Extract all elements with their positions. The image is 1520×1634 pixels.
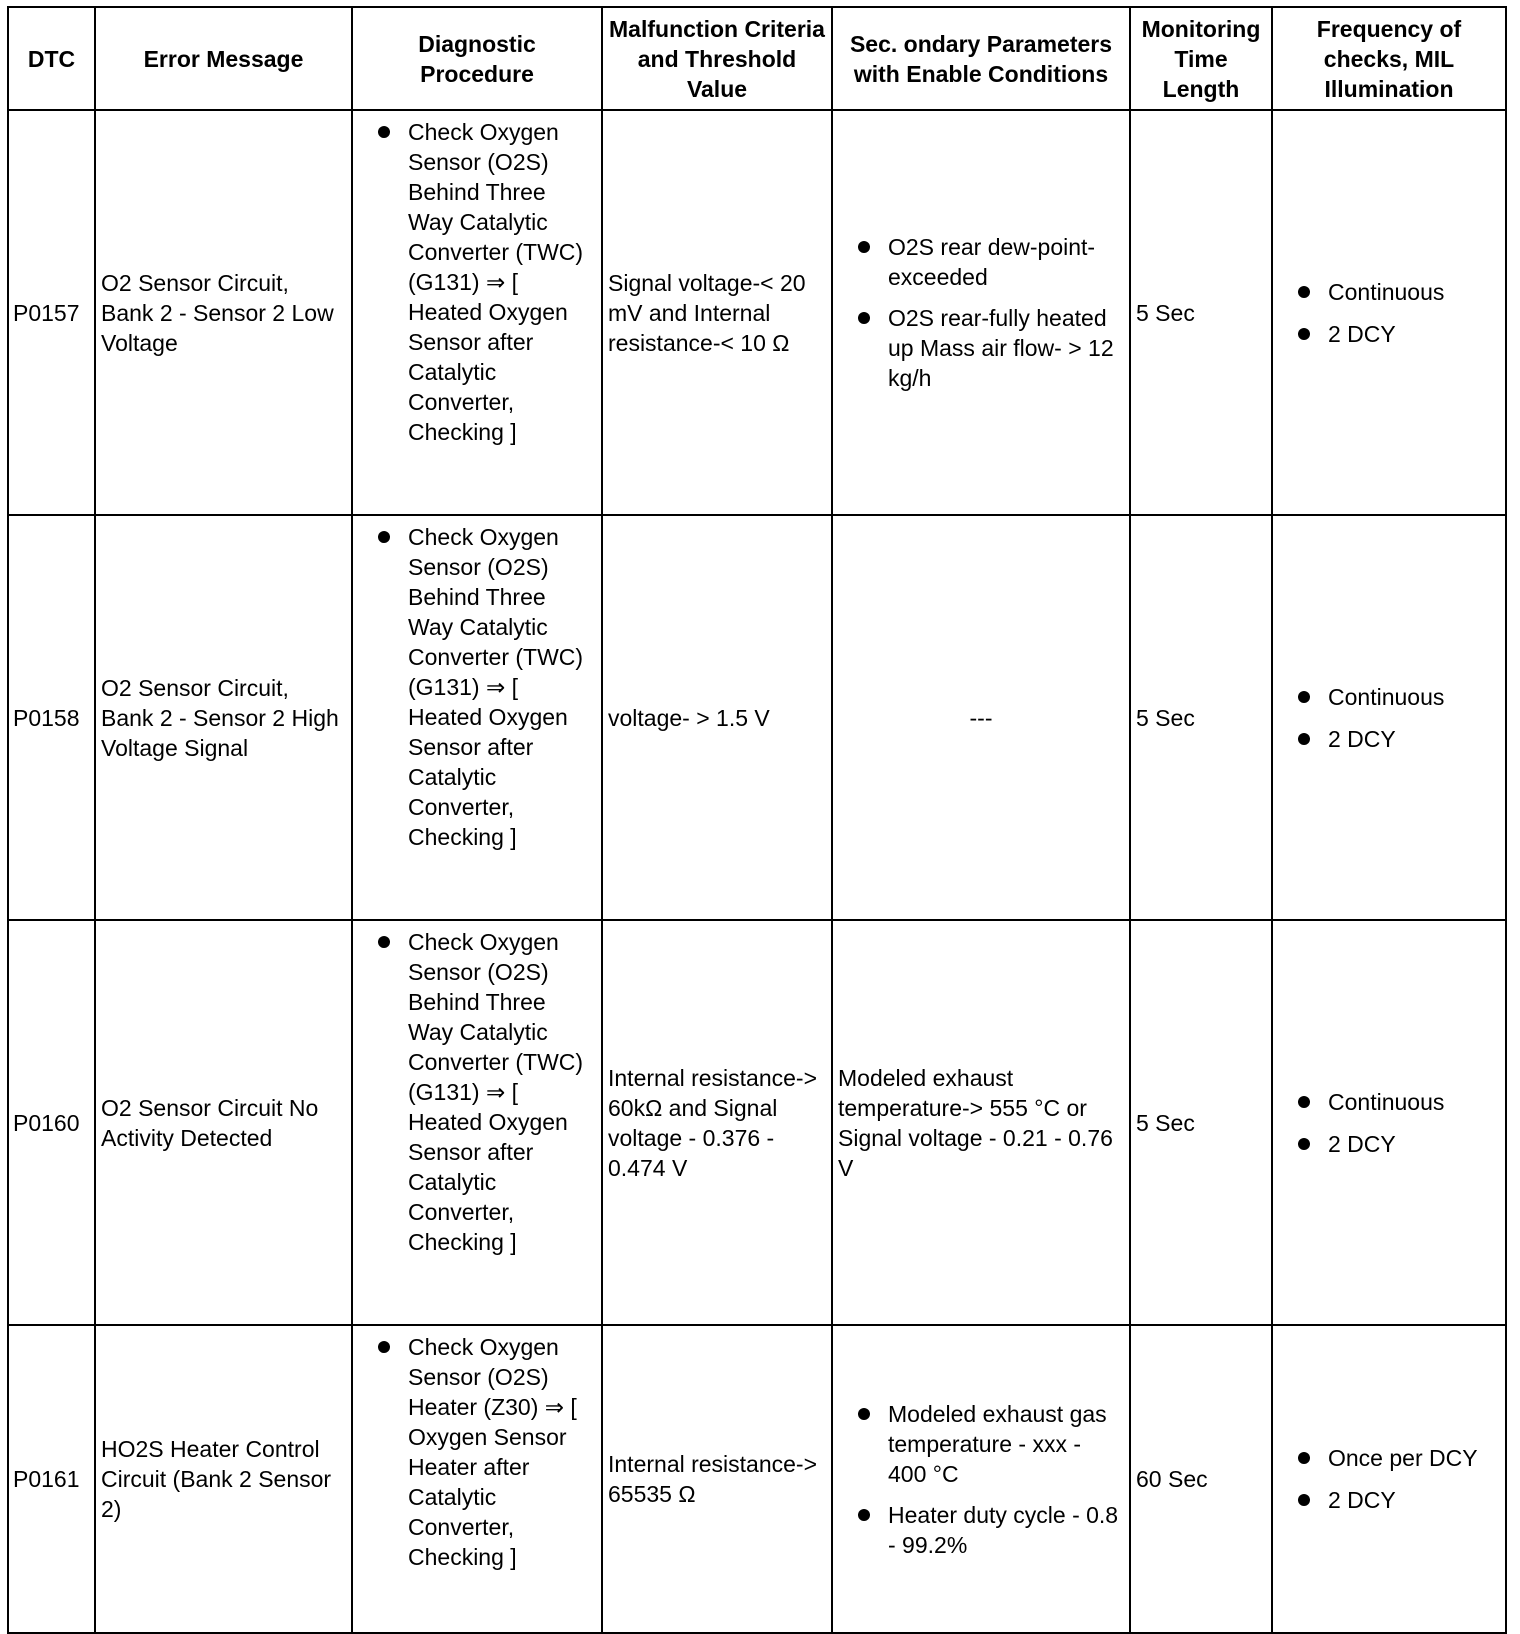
frequency-text: Once per DCY bbox=[1328, 1445, 1478, 1471]
procedure-item bbox=[358, 117, 596, 447]
frequency-text: 2 DCY bbox=[1328, 1487, 1396, 1513]
table-row bbox=[8, 920, 1506, 1325]
frequency-text: 2 DCY bbox=[1328, 725, 1396, 752]
frequency-item bbox=[1278, 1443, 1500, 1473]
bullet-icon bbox=[378, 1341, 390, 1353]
header-error-message: Error Message bbox=[95, 7, 352, 110]
error-message: O2 Sensor Circuit, Bank 2 - Sensor 2 Low Voltage bbox=[95, 110, 352, 515]
condition-text: Heater duty cycle - 0.8 - 99.2% bbox=[888, 1501, 1119, 1558]
bullet-icon bbox=[1298, 1096, 1310, 1108]
frequency-item bbox=[1278, 1485, 1500, 1515]
monitoring-time: 5 Sec bbox=[1130, 920, 1272, 1325]
procedure-item bbox=[358, 522, 596, 852]
condition-item bbox=[838, 232, 1124, 292]
frequency bbox=[1272, 1325, 1506, 1633]
bullet-icon bbox=[378, 531, 390, 543]
dtc-code: P0157 bbox=[8, 110, 95, 515]
frequency-item bbox=[1278, 319, 1500, 349]
header-diagnostic-procedure: Diagnostic Procedure bbox=[352, 7, 602, 110]
bullet-icon bbox=[858, 1509, 870, 1521]
monitoring-time: 5 Sec bbox=[1130, 515, 1272, 920]
header-row bbox=[8, 7, 1506, 110]
frequency-item bbox=[1278, 1087, 1500, 1117]
table-row bbox=[8, 110, 1506, 515]
bullet-icon bbox=[378, 126, 390, 138]
bullet-icon bbox=[858, 312, 870, 324]
condition-text: O2S rear dew-point-exceeded bbox=[888, 234, 1096, 290]
bullet-icon bbox=[858, 1408, 870, 1420]
monitoring-time: 5 Sec bbox=[1130, 110, 1272, 515]
error-message: HO2S Heater Control Circuit (Bank 2 Sensor 2) bbox=[95, 1325, 352, 1633]
malfunction-criteria: Internal resistance-> 65535 Ω bbox=[602, 1325, 832, 1633]
header-monitoring-time: Monitoring Time Length bbox=[1130, 7, 1272, 110]
procedure-link[interactable]: Check Oxygen Sensor (O2S) Heater (Z30) ⇒ [ Oxygen Sensor Heater after Catalytic Converter, Checking ] bbox=[408, 1334, 577, 1570]
procedure-item bbox=[358, 1332, 596, 1572]
frequency-item bbox=[1278, 682, 1500, 712]
diagnostic-procedure bbox=[352, 515, 602, 920]
table-row bbox=[8, 1325, 1506, 1633]
header-frequency: Frequency of checks, MIL Illumination bbox=[1272, 7, 1506, 110]
monitoring-time: 60 Sec bbox=[1130, 1325, 1272, 1633]
condition-item bbox=[838, 303, 1124, 393]
frequency-text: Continuous bbox=[1328, 683, 1445, 710]
condition-item bbox=[838, 1399, 1124, 1489]
condition-text: O2S rear-fully heated up Mass air flow- > 12 kg/h bbox=[888, 305, 1114, 391]
malfunction-criteria: voltage- > 1.5 V bbox=[602, 515, 832, 920]
bullet-icon bbox=[1298, 1138, 1310, 1150]
error-message: O2 Sensor Circuit No Activity Detected bbox=[95, 920, 352, 1325]
bullet-icon bbox=[1298, 1494, 1310, 1506]
dtc-table bbox=[7, 6, 1507, 1634]
diagnostic-procedure bbox=[352, 110, 602, 515]
header-malfunction-criteria: Malfunction Criteria and Threshold Value bbox=[602, 7, 832, 110]
dtc-code: P0158 bbox=[8, 515, 95, 920]
secondary-parameters bbox=[832, 110, 1130, 515]
diagnostic-procedure bbox=[352, 920, 602, 1325]
frequency bbox=[1272, 920, 1506, 1325]
table-row bbox=[8, 515, 1506, 920]
secondary-parameters: Modeled exhaust temperature-> 555 °C or Signal voltage - 0.21 - 0.76 V bbox=[832, 920, 1130, 1325]
diagnostic-procedure bbox=[352, 1325, 602, 1633]
frequency-item bbox=[1278, 277, 1500, 307]
dtc-code: P0160 bbox=[8, 920, 95, 1325]
bullet-icon bbox=[1298, 733, 1310, 745]
bullet-icon bbox=[1298, 286, 1310, 298]
secondary-parameters bbox=[832, 1325, 1130, 1633]
secondary-parameters: --- bbox=[832, 515, 1130, 920]
bullet-icon bbox=[1298, 1452, 1310, 1464]
procedure-item bbox=[358, 927, 596, 1257]
frequency bbox=[1272, 110, 1506, 515]
frequency-text: Continuous bbox=[1328, 278, 1445, 305]
error-message: O2 Sensor Circuit, Bank 2 - Sensor 2 High Voltage Signal bbox=[95, 515, 352, 920]
procedure-link[interactable]: Check Oxygen Sensor (O2S) Behind Three Way Catalytic Converter (TWC) (G131) ⇒ [ Heated Oxygen Sensor after Catalytic Converter, Checking ] bbox=[408, 119, 584, 445]
frequency bbox=[1272, 515, 1506, 920]
procedure-link[interactable]: Check Oxygen Sensor (O2S) Behind Three Way Catalytic Converter (TWC) (G131) ⇒ [ Heated Oxygen Sensor after Catalytic Converter, Checking ] bbox=[408, 524, 584, 850]
bullet-icon bbox=[1298, 691, 1310, 703]
condition-text: Modeled exhaust gas temperature - xxx - 400 °C bbox=[888, 1400, 1107, 1487]
frequency-item bbox=[1278, 724, 1500, 754]
condition-item bbox=[838, 1500, 1124, 1560]
frequency-item bbox=[1278, 1129, 1500, 1159]
malfunction-criteria: Internal resistance-> 60kΩ and Signal voltage - 0.376 - 0.474 V bbox=[602, 920, 832, 1325]
bullet-icon bbox=[858, 241, 870, 253]
header-dtc: DTC bbox=[8, 7, 95, 110]
header-secondary-parameters: Sec. ondary Parameters with Enable Conditions bbox=[832, 7, 1130, 110]
dtc-code: P0161 bbox=[8, 1325, 95, 1633]
frequency-text: 2 DCY bbox=[1328, 320, 1396, 347]
frequency-text: 2 DCY bbox=[1328, 1130, 1396, 1157]
bullet-icon bbox=[1298, 328, 1310, 340]
frequency-text: Continuous bbox=[1328, 1088, 1445, 1115]
malfunction-criteria: Signal voltage-< 20 mV and Internal resistance-< 10 Ω bbox=[602, 110, 832, 515]
bullet-icon bbox=[378, 936, 390, 948]
procedure-link[interactable]: Check Oxygen Sensor (O2S) Behind Three Way Catalytic Converter (TWC) (G131) ⇒ [ Heated Oxygen Sensor after Catalytic Converter, Checking ] bbox=[408, 929, 584, 1255]
